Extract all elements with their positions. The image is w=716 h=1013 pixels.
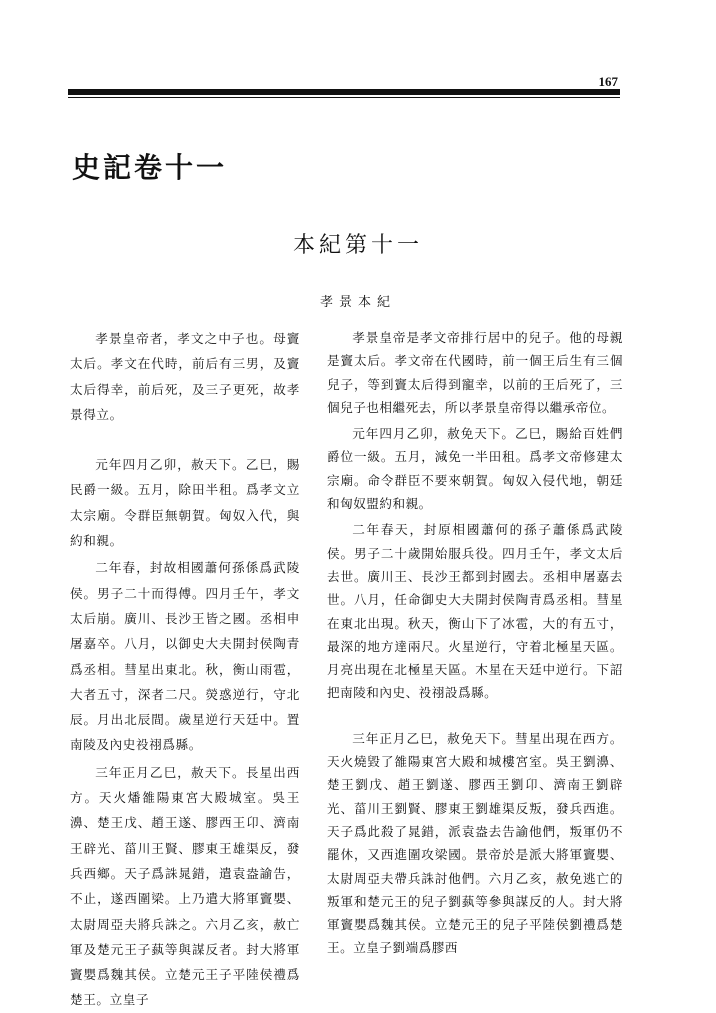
- original-text-column: [70, 326, 300, 1013]
- original-paragraph: 三年正月乙巳，赦天下。長星出西方。天火燔雒陽東宮大殿城室。吳王濞、楚王戊、趙王遂、膠西王卬、濟南王辟光、菑川王賢、膠東王雄渠反，發兵西鄉。天子爲誅晁錯，遣袁盎諭告，不止，遂西圍梁。上乃遣大將軍竇嬰、太尉周亞夫將兵誅之。六月乙亥，赦亡軍及楚元王子蓺等與謀反者。封大將軍竇嬰爲魏其侯。立楚元王子平陸侯禮爲楚王。立皇子: [70, 764, 300, 1008]
- translation-paragraph: 元年四月乙卯，赦免天下。乙巳，賜給百姓們爵位一級。五月，減免一半田租。爲孝文帝修建太宗廟。命令群臣不要來朝賀。匈奴入侵代地，朝廷和匈奴盟約和親。: [327, 426, 623, 512]
- header-rule-thin: [68, 97, 620, 98]
- translation-paragraph: 孝景皇帝是孝文帝排行居中的兒子。他的母親是竇太后。孝文帝在代國時，前一個王后生有三個兒子，等到竇太后得到寵幸，以前的王后死了，三個兒子也相繼死去，所以孝景皇帝得以繼承帝位。: [327, 330, 623, 415]
- original-paragraph: 二年春，封故相國蕭何孫係爲武陵侯。男子二十而得傅。四月壬午，孝文太后崩。廣川、長沙王皆之國。丞相申屠嘉卒。八月，以御史大夫開封侯陶青爲丞相。彗星出東北。秋，衡山雨雹，大者五寸，深者二尺。熒惑逆行，守北辰。月出北辰間。歲星逆行天廷中。置南陵及內史祋祤爲縣。: [70, 560, 300, 753]
- chapter-title: 本紀第十一: [292, 233, 423, 258]
- page-number: 167: [598, 74, 618, 89]
- translation-paragraph: 二年春天，封原相國蕭何的孫子蕭係爲武陵侯。男子二十歲開始服兵役。四月壬午，孝文太后去世。廣川王、長沙王都到封國去。丞相申屠嘉去世。八月，任命御史大夫開封侯陶青爲丞相。彗星在東北出現。秋天，衡山下了冰雹，大的有五寸，最深的地方達兩尺。火星逆行，守着北極星天區。月亮出現在北極星天區。木星在天廷中逆行。下詔把南陵和內史、祋祤設爲縣。: [327, 522, 623, 701]
- section-subtitle: 孝景本紀: [319, 295, 396, 310]
- original-paragraph: 元年四月乙卯，赦天下。乙巳，賜民爵一級。五月，除田半租。爲孝文立太宗廟。令群臣無朝賀。匈奴入代，與約和親。: [70, 457, 300, 549]
- original-paragraph: 孝景皇帝者，孝文之中子也。母竇太后。孝文在代時，前后有三男，及竇太后得幸，前后死，及三子更死，故孝景得立。: [70, 331, 300, 422]
- volume-title: 史記卷十一: [72, 151, 228, 184]
- translation-text-column: [327, 326, 623, 960]
- header-rule: [68, 89, 620, 95]
- translation-paragraph: 三年正月乙巳，赦免天下。彗星出現在西方。天火燒毀了雒陽東宮大殿和城樓宮室。吳王劉濞、楚王劉戊、趙王劉遂、膠西王劉卬、濟南王劉辟光、菑川王劉賢、膠東王劉雄渠反叛，發兵西進。天子爲此殺了晁錯，派袁盎去告諭他們，叛軍仍不罷休，又西進圍攻梁國。景帝於是派大將軍竇嬰、太尉周亞夫帶兵誅討他們。六月乙亥，赦免逃亡的叛軍和楚元王的兒子劉蓺等參與謀反的人。封大將軍竇嬰爲魏其侯。立楚元王的兒子平陸侯劉禮爲楚王。立皇子劉端爲膠西: [327, 730, 623, 956]
